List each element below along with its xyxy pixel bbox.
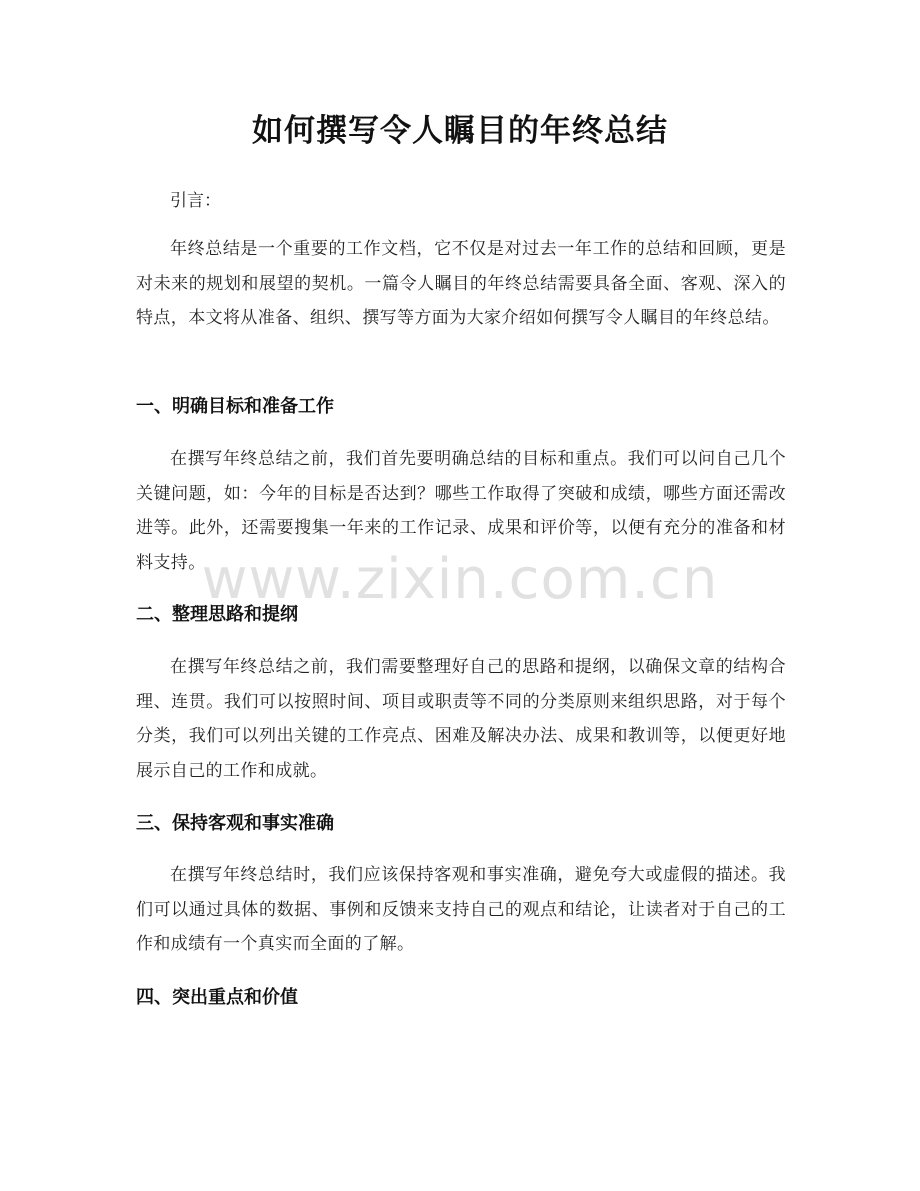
section-paragraph-1: 在撰写年终总结之前，我们首先要明确总结的目标和重点。我们可以问自己几个关键问题，如：今年的目标是否达到？哪些工作取得了突破和成绩，哪些方面还需改进等。此外，还需要搜集一年来的工作记录、成果和评价等，以便有充分的准备和材料支持。 [136,449,786,573]
intro-paragraph: 年终总结是一个重要的工作文档，它不仅是对过去一年工作的总结和回顾，更是对未来的规划和展望的契机。一篇令人瞩目的年终总结需要具备全面、客观、深入的特点，本文将从准备、组织、撰写等方面为大家介绍如何撰写令人瞩目的年终总结。 [136,239,786,328]
document-title: 如何撰写令人瞩目的年终总结 [252,113,668,149]
section-heading-1: 一、明确目标和准备工作 [136,396,334,417]
section-heading-2: 二、整理思路和提纲 [136,604,298,625]
watermark: www.zixin.com.cn [201,547,719,612]
section-paragraph-3: 在撰写年终总结时，我们应该保持客观和事实准确，避免夸大或虚假的描述。我们可以通过具体的数据、事例和反馈来支持自己的观点和结论，让读者对于自己的工作和成绩有一个真实而全面的了解。 [136,865,786,954]
section-paragraph-2: 在撰写年终总结之前，我们需要整理好自己的思路和提纲，以确保文章的结构合理、连贯。我们可以按照时间、项目或职责等不同的分类原则来组织思路，对于每个分类，我们可以列出关键的工作亮点、困难及解决办法、成果和教训等，以便更好地展示自己的工作和成就。 [136,657,786,781]
intro-label: 引言： [170,191,221,211]
section-heading-4: 四、突出重点和价值 [136,987,298,1008]
section-heading-3: 三、保持客观和事实准确 [136,813,334,834]
